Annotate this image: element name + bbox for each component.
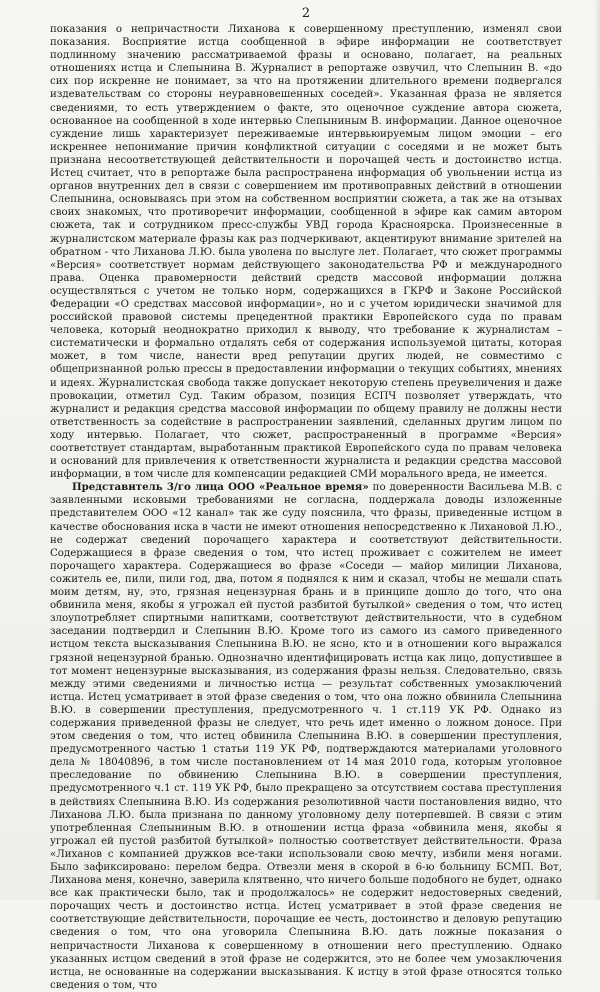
paragraph-text: по доверенности Васильева М.В. с заявленными исковыми требованиями не согласна, поддержала доводы изложенные представителем ООО «12 канал» так же суду пояснила, что фразы, приведенные истцом в качестве обоснования иска в части не имеют отношения непосредственно к Лихановой Л.Ю., не содержат сведений порочащего характера и соответствуют действительности. Содержащиеся в фразе сведения о том, что истец проживает с сожителем не имеет порочащего характера. Содержащиеся во фразе «Соседи — майор милиции Лиханова, сожитель ее, пили, пили год, два, потом я поднялся к ним и сказал, чтобы не мешали спать моим детям, ну, это, грязная нецензурная брань и в принципе дошло до того, что она обвинила меня, якобы я угрожал ей пустой разбитой бутылкой» сведения о том, что истец злоупотребляет спиртными напитками, соответствуют действительности, что в судебном заседании подтвердил и Слепынин В.Ю. Кроме того из самого из самого приведенного истцом текста высказывания Слепынина В.Ю. не ясно, кто и в отношении кого выражался грязной нецензурной бранью. Однозначно идентифицировать истца как лицо, допустившее в тот момент нецензурные высказывания, из содержания фразы нельзя. Следовательно, связь между этими сведениями и личностью истца — результат собственных умозаключений истца. Истец усматривает в этой фразе сведения о том, что она ложно обвинила Слепынина В.Ю. в совершении преступления, предусмотренного ч. 1 ст.119 УК РФ. Однако из содержания приведенной фразы не следует, что речь идет именно о ложном доносе. При этом сведения о том, что истец обвинила Слепынина В.Ю. в совершении преступления, предусмотренного частью 1 статьи 119 УК РФ, подтверждаются материалами уголовного дела № 18040896, в том числе постановлением от 14 мая 2010 года, которым уголовное преследование по обвинению Слепынина В.Ю. в совершении преступления, предусмотренного ч.1 ст. 119 УК РФ, было прекращено за отсутствием состава преступления в действиях Слепынина В.Ю. Из содержания резолютивной части постановления видно, что Лиханова Л.Ю. была признана по данному уголовному делу потерпевшей. В связи с этим употребленная Слепыниным В.Ю. в отношении истца фраза «обвинила меня, якобы я угрожал ей пустой разбитой бутылкой» полностью соответствует действительности. Фраза «Лиханов с компанией дружков все-таки использовали свою мечту, избили меня ногами. Было зафиксировано: перелом бедра. Отвезли меня в скорой в 6-ю больницу БСМП. Вот, Лиханова меня, конечно, заверила клятвенно, что ничего больше подобного не будет, однако все как практически было, так и продолжалось» не содержит недостоверных сведений, порочащих честь и достоинство истца. Истец усматривает в этой фразе сведения не соответствующие действительности, порочащие ее честь, достоинство и деловую репутацию сведения о том, что она уговорила Слепынина В.Ю. дать ложные показания о непричастности Лиханова к совершенному в отношении него преступлению. Однако указанных истцом сведений в этой фразе не содержится, это не более чем умозаключения истца, не основанные на содержании высказывания. К истцу в этой фразе относятся только сведения о том, что xyxy=(50,482,562,991)
paragraph-defendant-position xyxy=(50,23,562,481)
page-edge-shadow xyxy=(594,0,600,900)
document-body xyxy=(50,23,562,992)
paragraph-lead: Представитель 3/го лица ООО «Реальное время» xyxy=(72,481,369,494)
paragraph-text: показания о непричастности Лиханова к совершенному преступлению, изменял свои показания. Восприятие истца сообщенной в эфире информации не соответствует подлинному значению рассматриваемой фразы и основано, полагает, на реальных отношениях истца и Слепынина В. Журналист в репортаже озвучил, что Слепынин В. «до сих пор искренне не понимает, за что на протяжении длительного времени подвергался издевательствам со стороны неуравновешенных соседей». Указанная фраза не является сведениями, то есть утверждением о факте, это оценочное суждение автора сюжета, основанное на сообщенной в ходе интервью Слепыниным В. информации. Данное оценочное суждение лишь характеризует переживаемые интервьюируемым лицом эмоции – его искреннее непонимание причин конфликтной ситуации с соседями и не может быть признана несоответствующей действительности и порочащей честь и достоинство истца. Истец считает, что в репортаже была распространена информация об увольнении истца из органов внутренних дел в связи с совершением им противоправных действий в отношении Слепынина, основываясь при этом на собственном восприятии сюжета, а так же на отзывах своих знакомых, что противоречит информации, сообщенной в эфире как самим автором сюжета, так и сотрудником пресс-службы УВД города Красноярска. Произнесенные в журналистском материале фразы как раз подчеркивают, акцентируют внимание зрителей на обратном - что Лиханова Л.Ю. была уволена по выслуге лет. Полагает, что сюжет программы «Версия» соответствует нормам действующего законодательства РФ и международного права. Оценка правомерности действий средств массовой информации должна осуществляться с учетом не только норм, содержащихся в ГКРФ и Законе Российской Федерации «О средствах массовой информации», но и с учетом юридически значимой для российской правовой системы прецедентной практики Европейского суда по правам человека, который неоднократно приходил к выводу, что требование к журналистам – систематически и формально отдалять себя от содержания используемой цитаты, которая может, в том числе, нанести вред репутации других людей, не совместимо с общепризнанной ролью прессы в предоставлении информации о текущих событиях, мнениях и идеях. Журналистская свобода также допускает некоторую степень преувеличения и даже провокации, отметил Суд. Таким образом, позиция ЕСПЧ позволяет утверждать, что журналист и редакция средства массовой информации по общему правилу не должны нести ответственность за содействие в распространении заявлений, сделанных другим лицом по ходу интервью. Полагает, что сюжет, распространенный в программе «Версия» соответствует стандартам, выработанным практикой Европейского суда по правам человека и оснований для привлечения к ответственности журналиста и редакции средства массовой информации, в том числе для компенсации редакцией СМИ морального вреда, не имеется. xyxy=(50,24,562,481)
paragraph-third-party-position xyxy=(50,481,562,992)
page-number: 2 xyxy=(301,6,311,21)
